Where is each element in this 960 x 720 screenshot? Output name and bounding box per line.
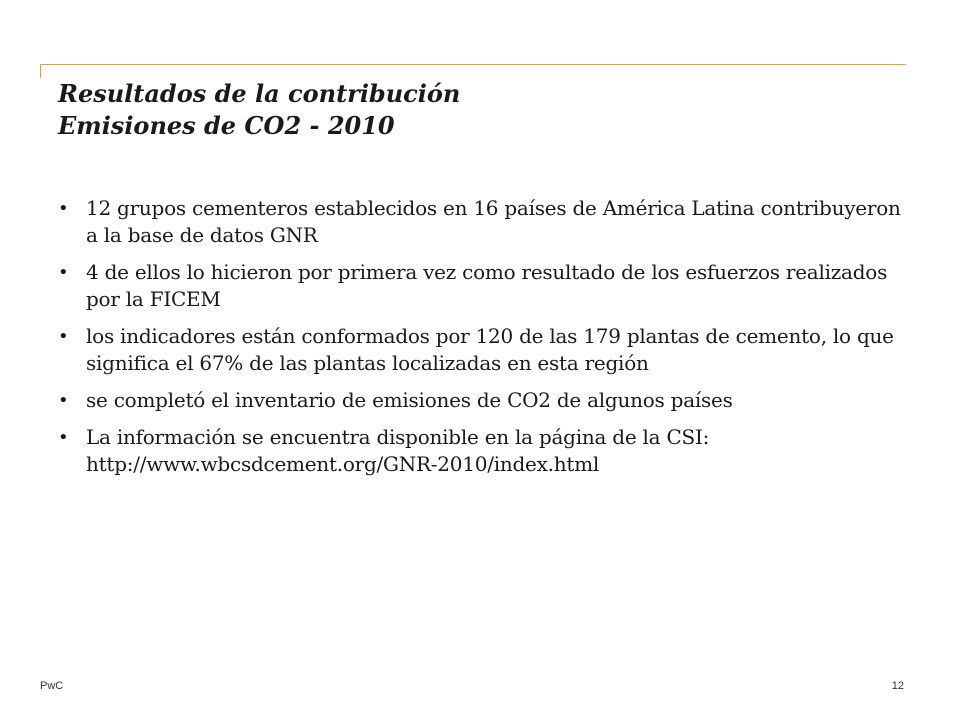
bullet-icon: • [58, 390, 69, 411]
bullet-item [58, 387, 908, 414]
bullet-item [58, 195, 908, 249]
top-accent-rule [40, 64, 906, 65]
slide-subtitle: Emisiones de CO2 - 2010 [58, 111, 395, 140]
bullet-item [58, 424, 908, 478]
bullet-text: La información se encuentra disponible en la página de la CSI: http://www.wbcsdcement.org/GNR-2010/index.html [86, 425, 710, 476]
left-accent-tick [40, 64, 41, 78]
bullet-item [58, 259, 908, 313]
footer-brand: PwC [40, 680, 64, 692]
bullet-text: 12 grupos cementeros establecidos en 16 países de América Latina contribuyeron a la base de datos GNR [86, 196, 901, 247]
bullet-icon: • [58, 262, 69, 283]
bullet-text: 4 de ellos lo hicieron por primera vez como resultado de los esfuerzos realizados por la FICEM [86, 260, 888, 311]
bullet-text: los indicadores están conformados por 120 de las 179 plantas de cemento, lo que significa el 67% de las plantas localizadas en esta región [86, 324, 894, 375]
footer-page-number: 12 [891, 680, 904, 692]
bullet-icon: • [58, 326, 69, 347]
bullet-icon: • [58, 198, 69, 219]
slide-title: Resultados de la contribución [58, 79, 461, 108]
bullet-icon: • [58, 427, 69, 448]
title-block [58, 78, 918, 142]
bullet-item [58, 323, 908, 377]
bullet-text: se completó el inventario de emisiones de CO2 de algunos países [86, 388, 733, 412]
bullet-list [58, 195, 908, 488]
